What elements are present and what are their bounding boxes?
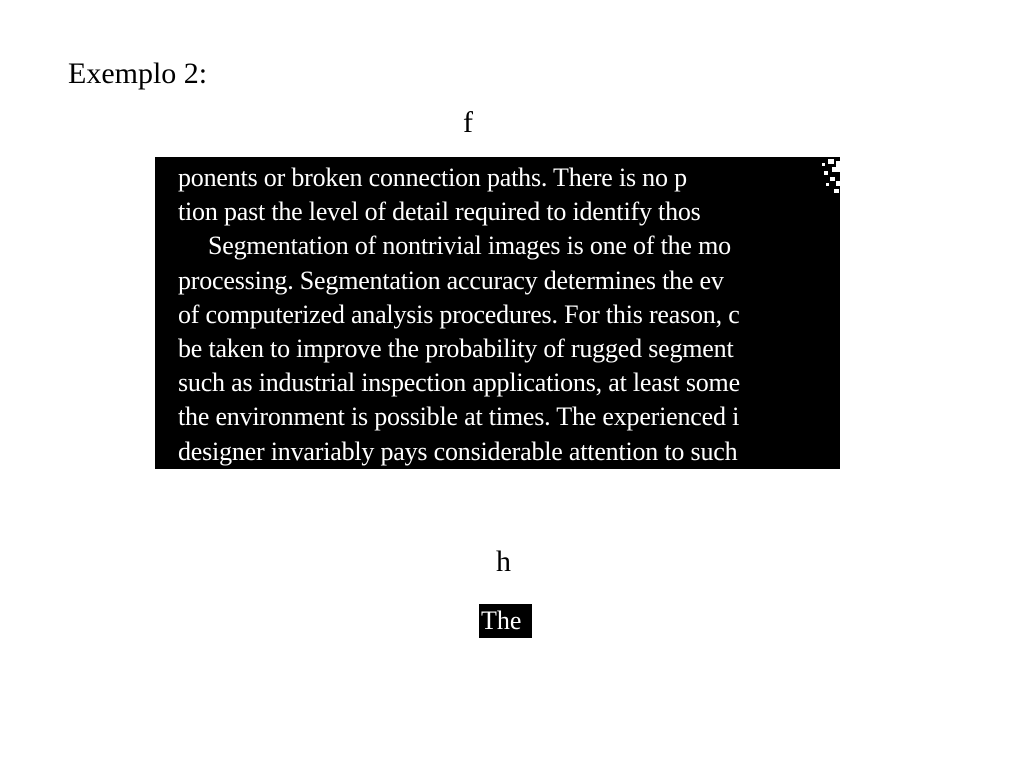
small-image (479, 604, 532, 638)
text-line: such as industrial inspection applications, at least some (178, 368, 740, 398)
small-image-text: The (481, 606, 522, 635)
text-line: of computerized analysis procedures. For this reason, c (178, 299, 740, 329)
text-line: ponents or broken connection paths. There is no p (178, 163, 687, 192)
text-line: be taken to improve the probability of rugged segment (178, 334, 734, 364)
text-lines (178, 161, 840, 469)
noise-speckle-overlay (786, 157, 840, 227)
text-line: tion past the level of detail required to identify thos (178, 197, 701, 227)
slide-title: Exemplo 2: (68, 57, 208, 90)
label-f: f (463, 106, 473, 139)
text-line: designer invariably pays considerable attention to such (178, 436, 738, 466)
label-h: h (496, 545, 511, 578)
text-line: the environment is possible at times. The experienced i (178, 402, 740, 432)
text-line: processing. Segmentation accuracy determines the ev (178, 265, 724, 295)
text-image (155, 157, 840, 469)
text-line: Segmentation of nontrivial images is one of the mo (208, 231, 731, 261)
